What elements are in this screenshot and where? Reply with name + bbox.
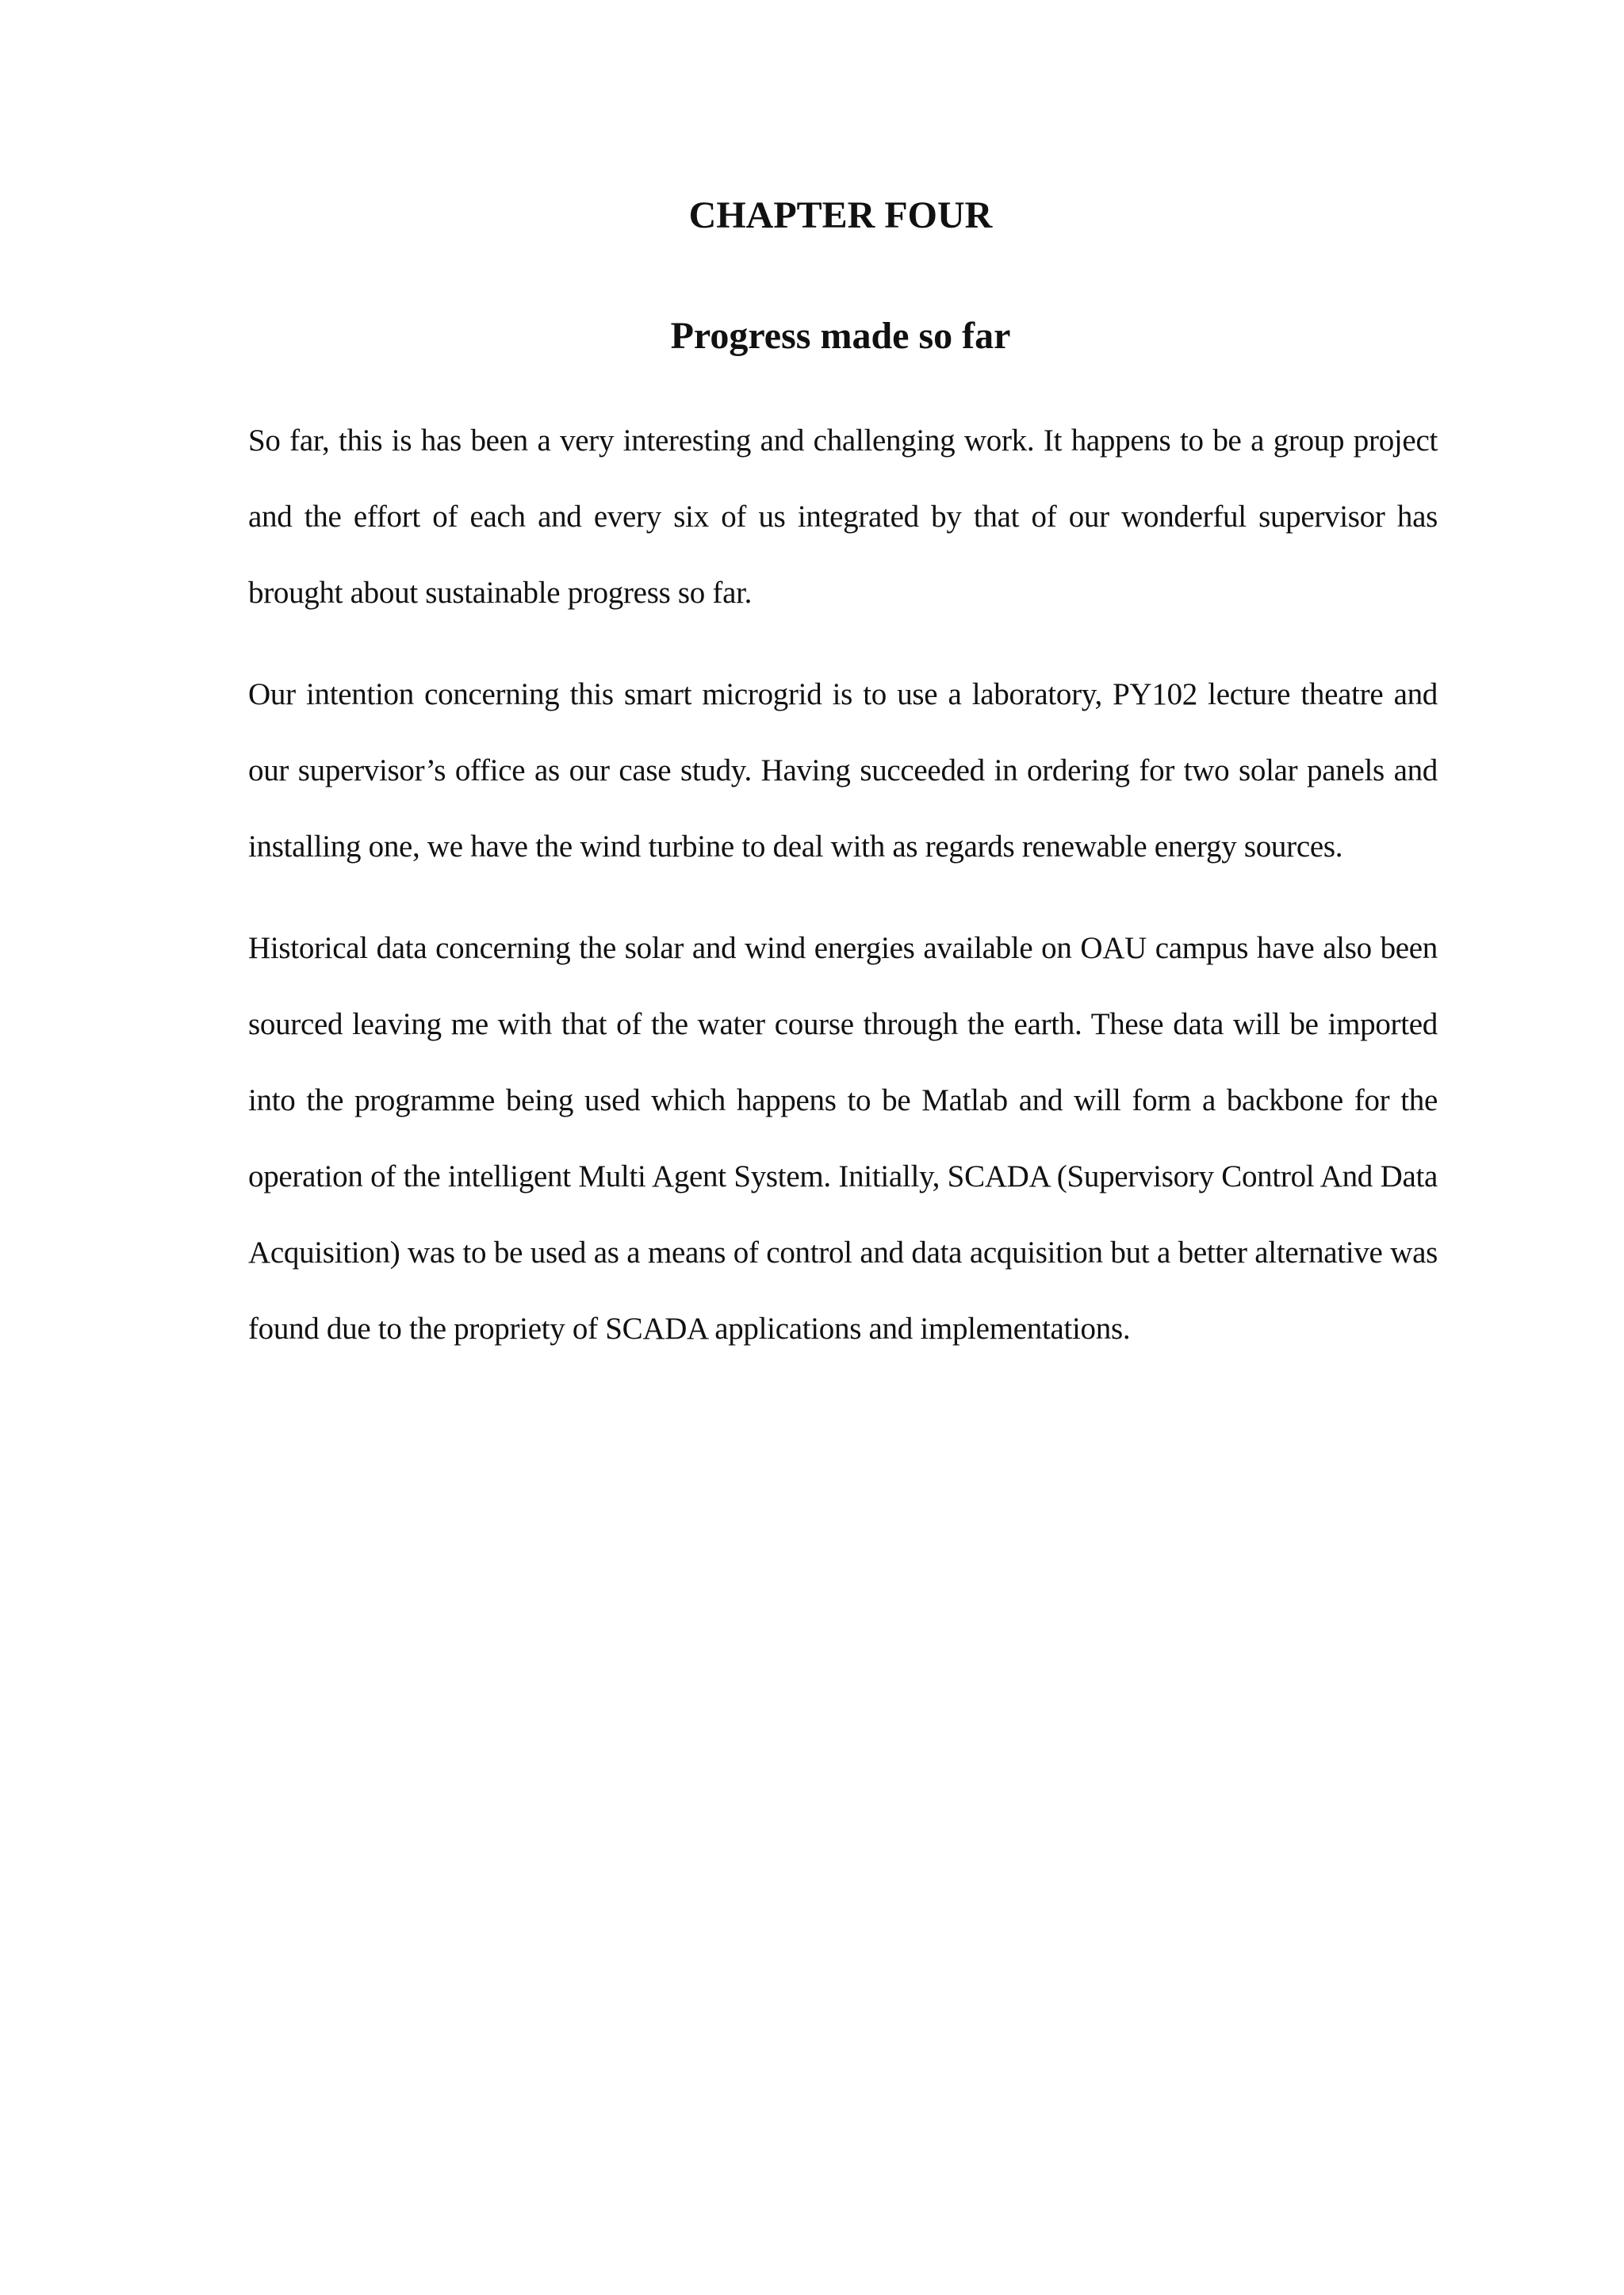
section-title: Progress made so far: [670, 315, 1011, 357]
paragraph-2: Our intention concerning this smart microgrid is to use a laboratory, PY102 lecture theatre and our supervisor’s office as our case study. Having succeeded in ordering for two solar panels and installing one, we have the wind turbine to deal with as regards renewable energy sources.: [248, 677, 1438, 864]
document-body: [248, 403, 1438, 1393]
chapter-title: CHAPTER FOUR: [688, 194, 993, 236]
paragraph-3: Historical data concerning the solar and wind energies available on OAU campus have also been sourced leaving me with that of the water course through the earth. These data will be imported into the programme being used which happens to be Matlab and will form a backbone for the operation of the intelligent Multi Agent System. Initially, SCADA (Supervisory Control And Data Acquisition) was to be used as a means of control and data acquisition but a better alternative was found due to the propriety of SCADA applications and implementations.: [248, 931, 1438, 1346]
paragraph-1: So far, this is has been a very interesting and challenging work. It happens to be a group project and the effort of each and every six of us integrated by that of our wonderful supervisor has brought about sustainable progress so far.: [248, 423, 1438, 610]
